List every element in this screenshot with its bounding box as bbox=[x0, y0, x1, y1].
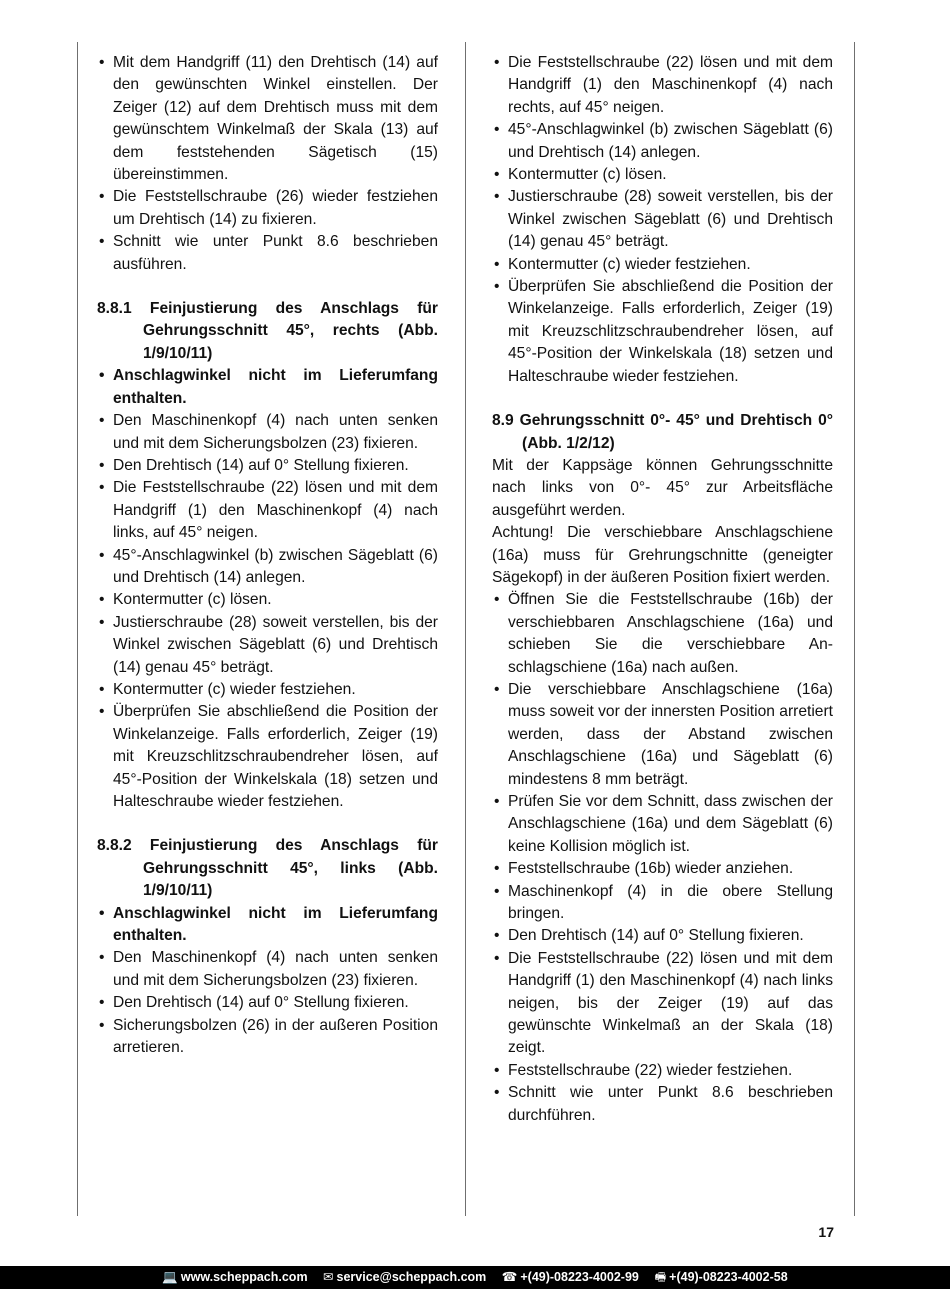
list-item: • Justierschraube (28) soweit verstellen, bis der Winkel zwischen Sägeblatt (6) und Drehtisch (14) genau 45° beträgt. bbox=[492, 186, 833, 253]
list-item: • Überprüfen Sie abschließend die Position der Winkelanzeige. Falls erforderlich, Zeiger (19) mit Kreuzschlitzschraubendreher lösen, auf 45°-Position der Winkelskala (18) setzen und Halteschraube wieder festziehen. bbox=[97, 701, 438, 813]
footer-email[interactable] bbox=[323, 1270, 490, 1284]
list-item: • Die Feststellschraube (22) lösen und mit dem Handgriff (1) den Maschinenkopf (4) nach links neigen, bis der Zeiger (19) auf das gewünschte Winkelmaß an der Skala (18) zeigt. bbox=[492, 948, 833, 1060]
column-rule-left bbox=[77, 42, 78, 1216]
list-item: • Kontermutter (c) lösen. bbox=[97, 589, 438, 611]
list-item: • Justierschraube (28) soweit verstellen, bis der Winkel zwischen Sägeblatt (6) und Drehtisch (14) genau 45° beträgt. bbox=[97, 612, 438, 679]
column-rule-right bbox=[854, 42, 855, 1216]
mail-icon: ✉ bbox=[323, 1270, 334, 1284]
list-item: • 45°-Anschlagwinkel (b) zwischen Sägeblatt (6) und Drehtisch (14) anlegen. bbox=[492, 119, 833, 164]
list-item: • Schnitt wie unter Punkt 8.6 beschrieben durchführen. bbox=[492, 1082, 833, 1127]
paragraph: Mit der Kappsäge können Gehrungsschnitte nach links von 0°- 45° zur Arbeitsfläche ausgeführt werden. bbox=[492, 456, 833, 519]
list-item: • Prüfen Sie vor dem Schnitt, dass zwischen der Anschlagschiene (16a) und dem Sägeblatt (6) keine Kollision möglich ist. bbox=[492, 791, 833, 858]
list-item: • Feststellschraube (16b) wieder anziehen. bbox=[492, 858, 833, 880]
section-heading-8-8-1: 8.8.1 Feinjustierung des Anschlags für Gehrungsschnitt 45°, rechts (Abb. 1/9/10/11) bbox=[97, 300, 438, 362]
paragraph-warning: Achtung! Die verschiebbare Anschlagschiene (16a) muss für Grehrungschnitte (geneigter Sägekopf) in der äußeren Position fixiert werden. bbox=[492, 524, 833, 586]
list-item: • 45°-Anschlagwinkel (b) zwischen Sägeblatt (6) und Drehtisch (14) anlegen. bbox=[97, 545, 438, 590]
list-item: • Sicherungsbolzen (26) in der außeren Position arretieren. bbox=[97, 1015, 438, 1060]
right-column bbox=[492, 52, 833, 1127]
footer-bar bbox=[0, 1266, 950, 1289]
phone-icon: ☎ bbox=[501, 1270, 518, 1284]
list-item: • Überprüfen Sie abschließend die Position der Winkelanzeige. Falls erforderlich, Zeiger (19) mit Kreuzschlitzschraubendreher lösen, auf 45°-Position der Winkelskala (18) setzen und Halteschraube wieder festziehen. bbox=[492, 276, 833, 388]
section-heading-8-8-2: 8.8.2 Feinjustierung des Anschlags für Gehrungsschnitt 45°, links (Abb. 1/9/10/11) bbox=[97, 837, 438, 900]
computer-icon: 💻 bbox=[162, 1270, 178, 1284]
list-item: • Anschlagwinkel nicht im Lieferumfang enthalten. bbox=[97, 365, 438, 410]
list-item: • Den Drehtisch (14) auf 0° Stellung fixieren. bbox=[492, 925, 833, 947]
list-item: • Den Maschinenkopf (4) nach unten senken und mit dem Sicherungsbolzen (23) fixieren. bbox=[97, 947, 438, 992]
column-rule-middle bbox=[465, 42, 466, 1216]
footer-email-text: service@scheppach.com bbox=[336, 1270, 487, 1284]
list-item: • Die Feststellschraube (22) lösen und mit dem Handgriff (1) den Maschinenkopf (4) nach rechts, auf 45° neigen. bbox=[492, 52, 833, 119]
list-item: • Schnitt wie unter Punkt 8.6 beschrieben ausführen. bbox=[97, 231, 438, 276]
list-item: • Die Feststellschraube (26) wieder festziehen um Drehtisch (14) zu fixieren. bbox=[97, 186, 438, 231]
fax-icon: 🖷 bbox=[654, 1270, 667, 1284]
left-column bbox=[97, 52, 438, 1059]
list-item: • Die Feststellschraube (22) lösen und mit dem Handgriff (1) den Maschinenkopf (4) nach links, auf 45° neigen. bbox=[97, 477, 438, 544]
list-item: • Den Drehtisch (14) auf 0° Stellung fixieren. bbox=[97, 455, 438, 477]
footer-fax-text: +(49)-08223-4002-58 bbox=[669, 1270, 788, 1284]
list-item: • Feststellschraube (22) wieder festziehen. bbox=[492, 1060, 833, 1082]
footer-phone bbox=[502, 1270, 643, 1284]
list-item: • Den Maschinenkopf (4) nach unten senken und mit dem Sicherungsbolzen (23) fixieren. bbox=[97, 410, 438, 455]
footer-web-text: www.scheppach.com bbox=[180, 1270, 308, 1284]
section-heading-8-9: 8.9 Gehrungsschnitt 0°- 45° und Drehtisch 0° (Abb. 1/2/12) bbox=[492, 412, 833, 452]
list-item: • Den Drehtisch (14) auf 0° Stellung fixieren. bbox=[97, 992, 438, 1014]
list-item: • Kontermutter (c) lösen. bbox=[492, 164, 833, 186]
list-item: • Anschlagwinkel nicht im Lieferumfang enthalten. bbox=[97, 903, 438, 948]
list-item: • Öffnen Sie die Feststellschraube (16b) der verschiebbaren Anschlagschiene (16a) und schieben Sie die verschiebbare Anschlagschiene (16a) nach außen. bbox=[492, 589, 833, 679]
list-item: • Kontermutter (c) wieder festziehen. bbox=[97, 679, 438, 701]
list-item: • Die verschiebbare Anschlagschiene (16a) muss soweit vor der innersten Position arretiert werden, dass der Abstand zwischen Anschlagschiene (16a) und Sägeblatt (6) mindestens 8 mm beträgt. bbox=[492, 679, 833, 791]
footer-web[interactable] bbox=[162, 1270, 311, 1284]
list-item: • Mit dem Handgriff (11) den Drehtisch (14) auf den gewünschten Winkel einstellen. Der Zeiger (12) auf dem Drehtisch muss mit dem gewünschtem Winkelmaß der Skala (13) auf dem feststehenden Sägetisch (15) übereinstimmen. bbox=[97, 52, 438, 186]
page-number: 17 bbox=[818, 1224, 834, 1240]
footer-fax bbox=[654, 1270, 787, 1284]
list-item: • Kontermutter (c) wieder festziehen. bbox=[492, 254, 833, 276]
footer-phone-text: +(49)-08223-4002-99 bbox=[520, 1270, 639, 1284]
list-item: • Maschinenkopf (4) in die obere Stellung bringen. bbox=[492, 881, 833, 926]
